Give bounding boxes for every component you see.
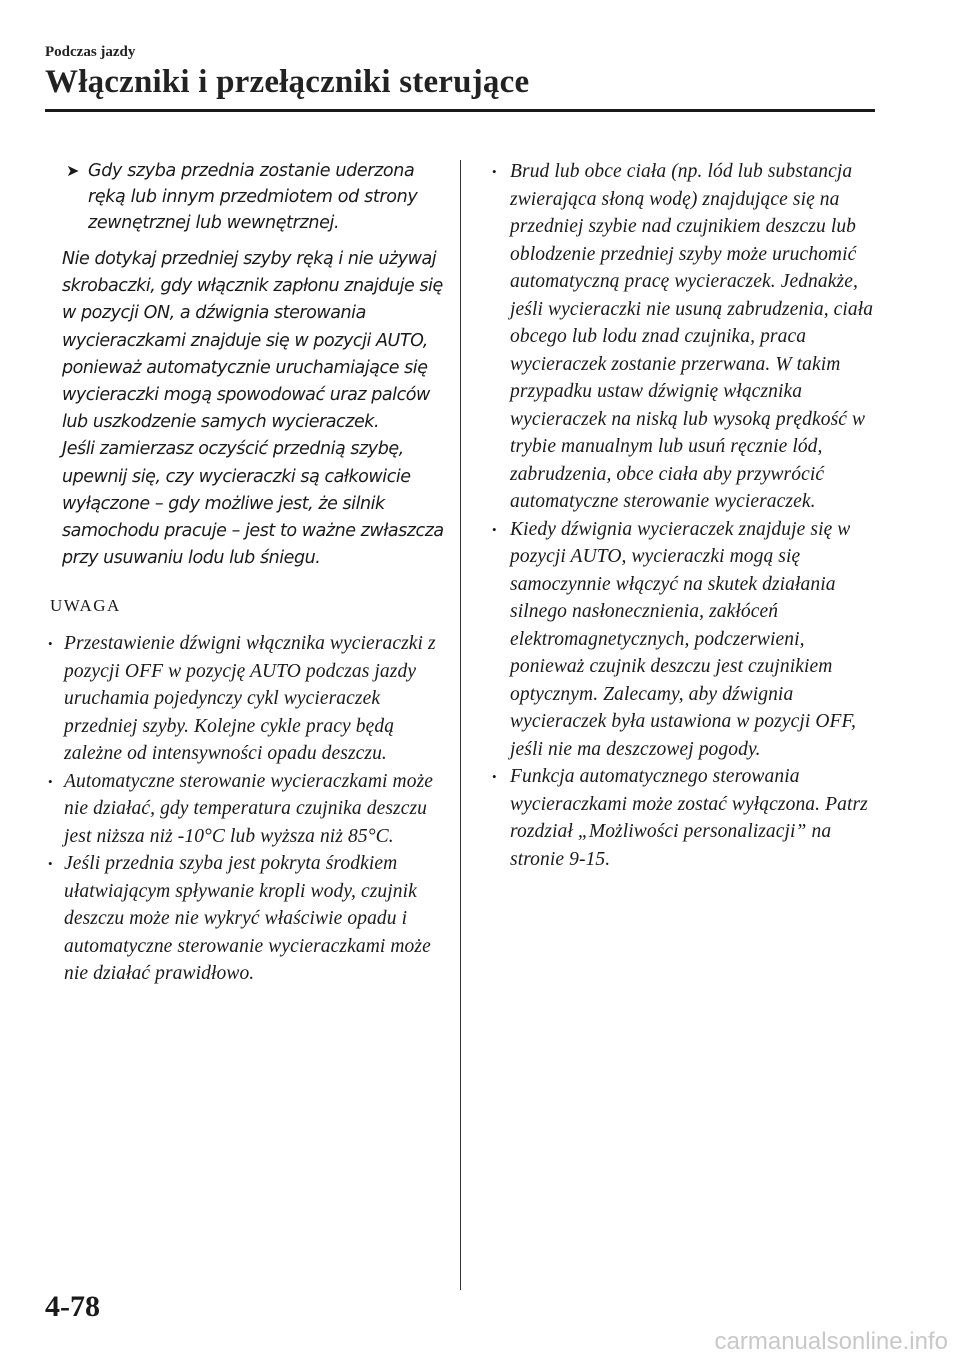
list-item-text: Automatyczne sterowanie wycieraczkami może nie działać, gdy temperatura czujnika deszczu jest niższa niż -10°C lub wyższa niż 85°C. — [64, 770, 434, 847]
warning-heading-text: Gdy szyba przednia zostanie uderzona ręką lub innym przedmiotem od strony zewnętrznej lub wewnętrznej. — [88, 161, 418, 233]
list-item-text: Przestawienie dźwigni włącznika wycieraczki z pozycji OFF w pozycję AUTO podczas jazdy uruchamia pojedynczy cykl wycieraczek przedniej szyby. Kolejne cykle pracy będą zależne od intensywności opadu deszczu. — [64, 633, 436, 765]
note-list-left — [48, 630, 448, 988]
list-item-text: Jeśli przednia szyba jest pokryta środkiem ułatwiającym spływanie kropli wody, czujnik deszczu może nie wykryć właściwie opadu i automatyczne sterowanie wycieraczkami może nie działać prawidłowo. — [64, 853, 431, 985]
list-item-text: Brud lub obce ciała (np. lód lub substancja zwierająca słoną wodę) znajdujące się na przedniej szybie nad czujnikiem deszczu lub oblodzenie przedniej szyby może uruchomić automatyczną pracę wycieraczek. Jednakże, jeśli wycieraczki nie usuną zabrudzenia, ciała obcego lub lodu znad czujnika, praca wycieraczek zostanie przerwana. W takim przypadku ustaw dźwignię włącznika wycieraczek na niską lub wysoką prędkość w trybie manualnym lub usuń ręcznie lód, zabrudzenia, obce ciała aby przywrócić automatyczne sterowanie wycieraczek. — [510, 161, 874, 512]
column-divider — [460, 160, 461, 1290]
bullet-icon: • — [492, 769, 497, 784]
bullet-icon: • — [48, 856, 53, 872]
left-column — [48, 158, 448, 988]
arrow-right-icon: ➤ — [66, 161, 80, 180]
list-item — [492, 763, 882, 873]
bullet-icon: • — [492, 521, 497, 537]
bullet-icon: • — [48, 636, 53, 652]
warning-paragraph: Nie dotykaj przedniej szyby ręką i nie używaj skrobaczki, gdy włącznik zapłonu znajduje się w pozycji ON, a dźwignia sterowania wycieraczkami znajduje się w pozycji AUTO, ponieważ automatycznie uruchamiające się wycieraczki mogą spowodować uraz palców lub uszkodzenie samych wycieraczek. — [62, 249, 443, 433]
title-rule — [45, 109, 875, 112]
note-heading: UWAGA — [50, 596, 121, 616]
list-item — [48, 630, 448, 768]
warning-paragraph: Jeśli zamierzasz oczyścić przednią szybę, upewnij się, czy wycieraczki są całkowicie wyłączone – gdy możliwe jest, że silnik samochodu pracuje – jest to ważne zwłaszcza przy usuwaniu lodu lub śniegu. — [62, 439, 444, 569]
list-item — [48, 850, 448, 988]
bullet-icon: • — [492, 164, 497, 179]
list-item-text: Funkcja automatycznego sterowania wycieraczkami może zostać wyłączona. Patrz rozdział „Możliwości personalizacji” na stronie 9-15. — [510, 766, 868, 870]
right-column — [492, 158, 882, 873]
list-item — [492, 158, 882, 516]
list-item — [48, 768, 448, 851]
warning-body — [62, 246, 448, 572]
watermark: carmanualsonline.info — [714, 1328, 948, 1355]
page-number: 4-78 — [45, 1290, 100, 1323]
bullet-icon: • — [48, 773, 53, 789]
page-title: Włączniki i przełączniki sterujące — [45, 64, 530, 100]
warning-heading — [50, 158, 448, 236]
note-list-right — [492, 158, 882, 873]
section-label: Podczas jazdy — [45, 44, 136, 60]
list-item-text: Kiedy dźwignia wycieraczek znajduje się w pozycji AUTO, wycieraczki mogą się samoczynnie włączyć na skutek działania silnego nasłonecznienia, zakłóceń elektromagnetycznych, podczerwieni, ponieważ czujnik deszczu jest czujnikiem optycznym. Zalecamy, aby dźwignia wycieraczek była ustawiona w pozycji OFF, jeśli nie ma deszczowej pogody. — [510, 518, 857, 760]
list-item — [492, 516, 882, 764]
